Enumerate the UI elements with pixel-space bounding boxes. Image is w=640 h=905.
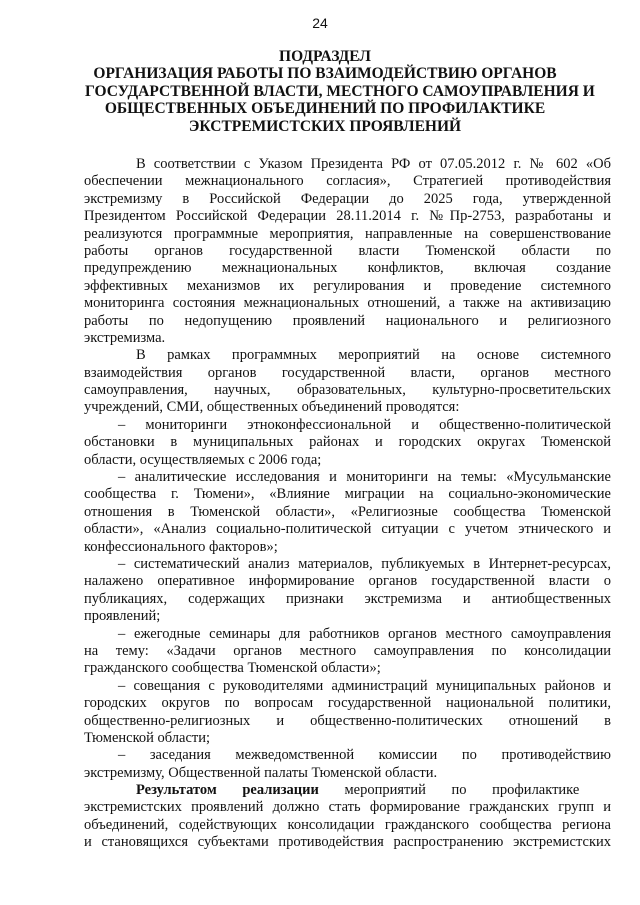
text-line: Президентом Российской Федерации 28.11.2014 г. №Пр-2753, разработаны и <box>84 208 611 225</box>
list-item-commission <box>84 747 611 782</box>
body-text <box>84 156 611 852</box>
text-line: на тему: «Задачи органов местного самоуправления по консолидации <box>84 642 611 659</box>
text-line: реализуются программные мероприятия, направленные на совершенствование <box>84 225 611 242</box>
text-line: городских округов по вопросам государственной национальной политики, <box>84 695 611 712</box>
list-item-internet-analysis <box>84 556 611 626</box>
text-line: эффективных механизмов их регулирования и проведение системного <box>84 277 611 294</box>
section-heading <box>85 48 595 135</box>
text-line: Тюменской области; <box>84 729 211 746</box>
text-line: публикациях, содержащих признаки экстремизма и антиобщественных <box>84 590 611 607</box>
text-line: конфессионального факторов»; <box>84 538 278 555</box>
heading-line: ГОСУДАРСТВЕННОЙ ВЛАСТИ, МЕСТНОГО САМОУПРАВЛЕНИЯ И <box>85 82 595 100</box>
text-line: – ежегодные семинары для работников органов местного самоуправления <box>118 625 611 642</box>
list-item-research <box>84 469 611 556</box>
text-line: работы органов государственной власти Тюменской области по <box>84 242 611 259</box>
text-line: В рамках программных мероприятий на основе системного <box>136 347 611 364</box>
list-item-meetings <box>84 678 611 748</box>
list-item-monitoring <box>84 417 611 469</box>
paragraph-results <box>84 782 611 852</box>
paragraph-intro <box>84 156 611 347</box>
text-line: предупреждению межнациональных конфликтов, включая создание <box>84 260 611 277</box>
list-item-seminars <box>84 626 611 678</box>
text-line: – совещания с руководителями администраций муниципальных районов и <box>118 677 611 694</box>
text-line: гражданского сообщества Тюменской области»; <box>84 660 381 677</box>
text-fragment: мероприятий по профилактике <box>344 782 580 799</box>
text-line: взаимодействия органов государственной власти, органов местного <box>84 364 611 381</box>
bold-lead: Результатом реализации <box>136 782 319 799</box>
text-line: области», «Анализ социально-политической ситуации с учетом этнического и <box>84 521 611 538</box>
text-line: отношения в Тюменской области», «Религиозные сообщества Тюменской <box>84 503 611 520</box>
text-line: общественно-религиозных и общественно-политических отношений в <box>84 712 611 729</box>
text-line: области, осуществляемых с 2006 года; <box>84 451 322 468</box>
text-line: обеспечении межнационального согласия», Стратегией противодействия <box>84 173 611 190</box>
heading-line: ПОДРАЗДЕЛ <box>279 48 371 65</box>
text-line <box>84 782 611 799</box>
text-line: экстремизму, Общественной палаты Тюменской области. <box>84 764 438 781</box>
text-line: и становящихся субъектами противодействия распространению экстремистских <box>84 834 611 851</box>
text-line: объединений, содействующих консолидации гражданского сообщества региона <box>84 816 611 833</box>
text-line: учреждений, СМИ, общественных объединений проводятся: <box>84 399 460 416</box>
heading-line: ОБЩЕСТВЕННЫХ ОБЪЕДИНЕНИЙ ПО ПРОФИЛАКТИКЕ <box>104 100 546 118</box>
text-line: проявлений; <box>84 608 161 625</box>
text-line: – заседания межведомственной комиссии по противодействию <box>118 747 611 764</box>
text-line: работы по недопущению проявлений национального и религиозного <box>84 312 611 329</box>
text-line: экстремизма. <box>84 329 166 346</box>
heading-line: ОРГАНИЗАЦИЯ РАБОТЫ ПО ВЗАИМОДЕЙСТВИЮ ОРГАНОВ <box>93 65 557 83</box>
text-line: В соответствии с Указом Президента РФ от 07.05.2012 г. № 602 «Об <box>136 156 611 172</box>
text-line: обстановки в муниципальных районах и городских округах Тюменской <box>84 434 611 451</box>
text-line: налажено оперативное информирование органов государственной власти о <box>84 573 611 590</box>
text-line: экстремистских проявлений должно стать формирование гражданских групп и <box>84 799 611 816</box>
heading-line: ЭКСТРЕМИСТСКИХ ПРОЯВЛЕНИЙ <box>188 117 462 135</box>
text-line: – аналитические исследования и мониторинги на темы: «Мусульманские <box>118 469 611 486</box>
text-line: – мониторинги этноконфессиональной и общественно-политической <box>118 416 611 433</box>
text-line: экстремизму в Российской Федерации до 2025 года, утвержденной <box>84 190 611 207</box>
page-number: 24 <box>312 15 328 31</box>
text-line: самоуправления, научных, образовательных, культурно-просветительских <box>84 382 611 399</box>
text-line: мониторинга состояния межнациональных отношений, а также на активизацию <box>84 295 611 312</box>
paragraph-framework <box>84 347 611 417</box>
text-line: сообщества г. Тюмени», «Влияние миграции на социально-экономические <box>84 486 611 503</box>
text-line: – систематический анализ материалов, публикуемых в Интернет-ресурсах, <box>118 555 611 572</box>
